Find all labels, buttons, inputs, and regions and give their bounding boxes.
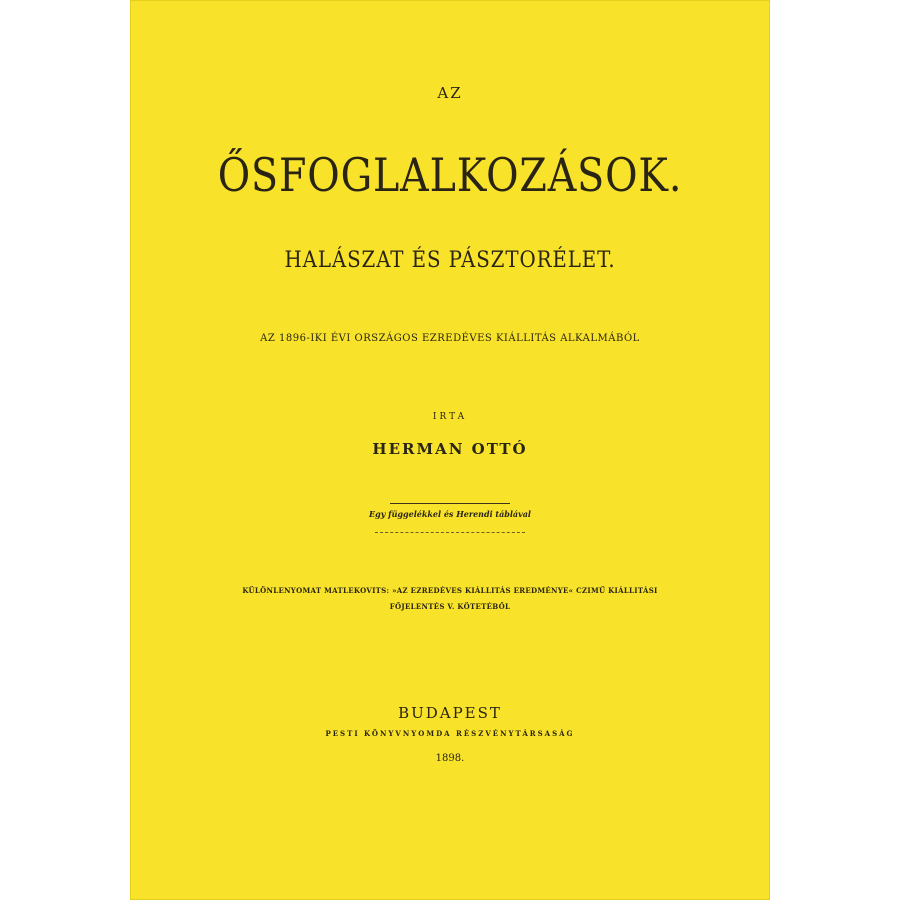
wrote-by-label: IRTA: [432, 412, 468, 422]
occasion-line: AZ 1896-IKI ÉVI ORSZÁGOS EZREDÉVES KIÁLLITÁS ALKALMÁBÓL: [260, 333, 640, 344]
pre-title: AZ: [437, 84, 463, 102]
book-cover: [130, 0, 770, 900]
appendix-note: Egy függelékkel és Herendi táblával: [369, 509, 531, 519]
offprint-note-line-1: KÜLÖNLENYOMAT MATLEKOVITS: »AZ EZREDÉVES KIÁLLITÁS EREDMÉNYE« CZIMŰ KIÁLLITÁSI: [242, 586, 658, 595]
author-name: HERMAN OTTÓ: [372, 440, 528, 458]
offprint-note-line-2: FŐJELENTÉS V. KÖTETÉBŐL: [389, 602, 511, 611]
divider-rule-bottom: [375, 532, 525, 533]
divider-rule-top: [390, 503, 510, 504]
publication-year: 1898.: [435, 753, 465, 764]
publication-city: BUDAPEST: [398, 704, 502, 722]
publisher-name: PESTI KÖNYVNYOMDA RÉSZVÉNYTÁRSASÁG: [325, 729, 575, 738]
book-subtitle: HALÁSZAT ÉS PÁSZTORÉLET.: [284, 248, 616, 273]
book-title: ŐSFOGLALKOZÁSOK.: [217, 148, 683, 202]
